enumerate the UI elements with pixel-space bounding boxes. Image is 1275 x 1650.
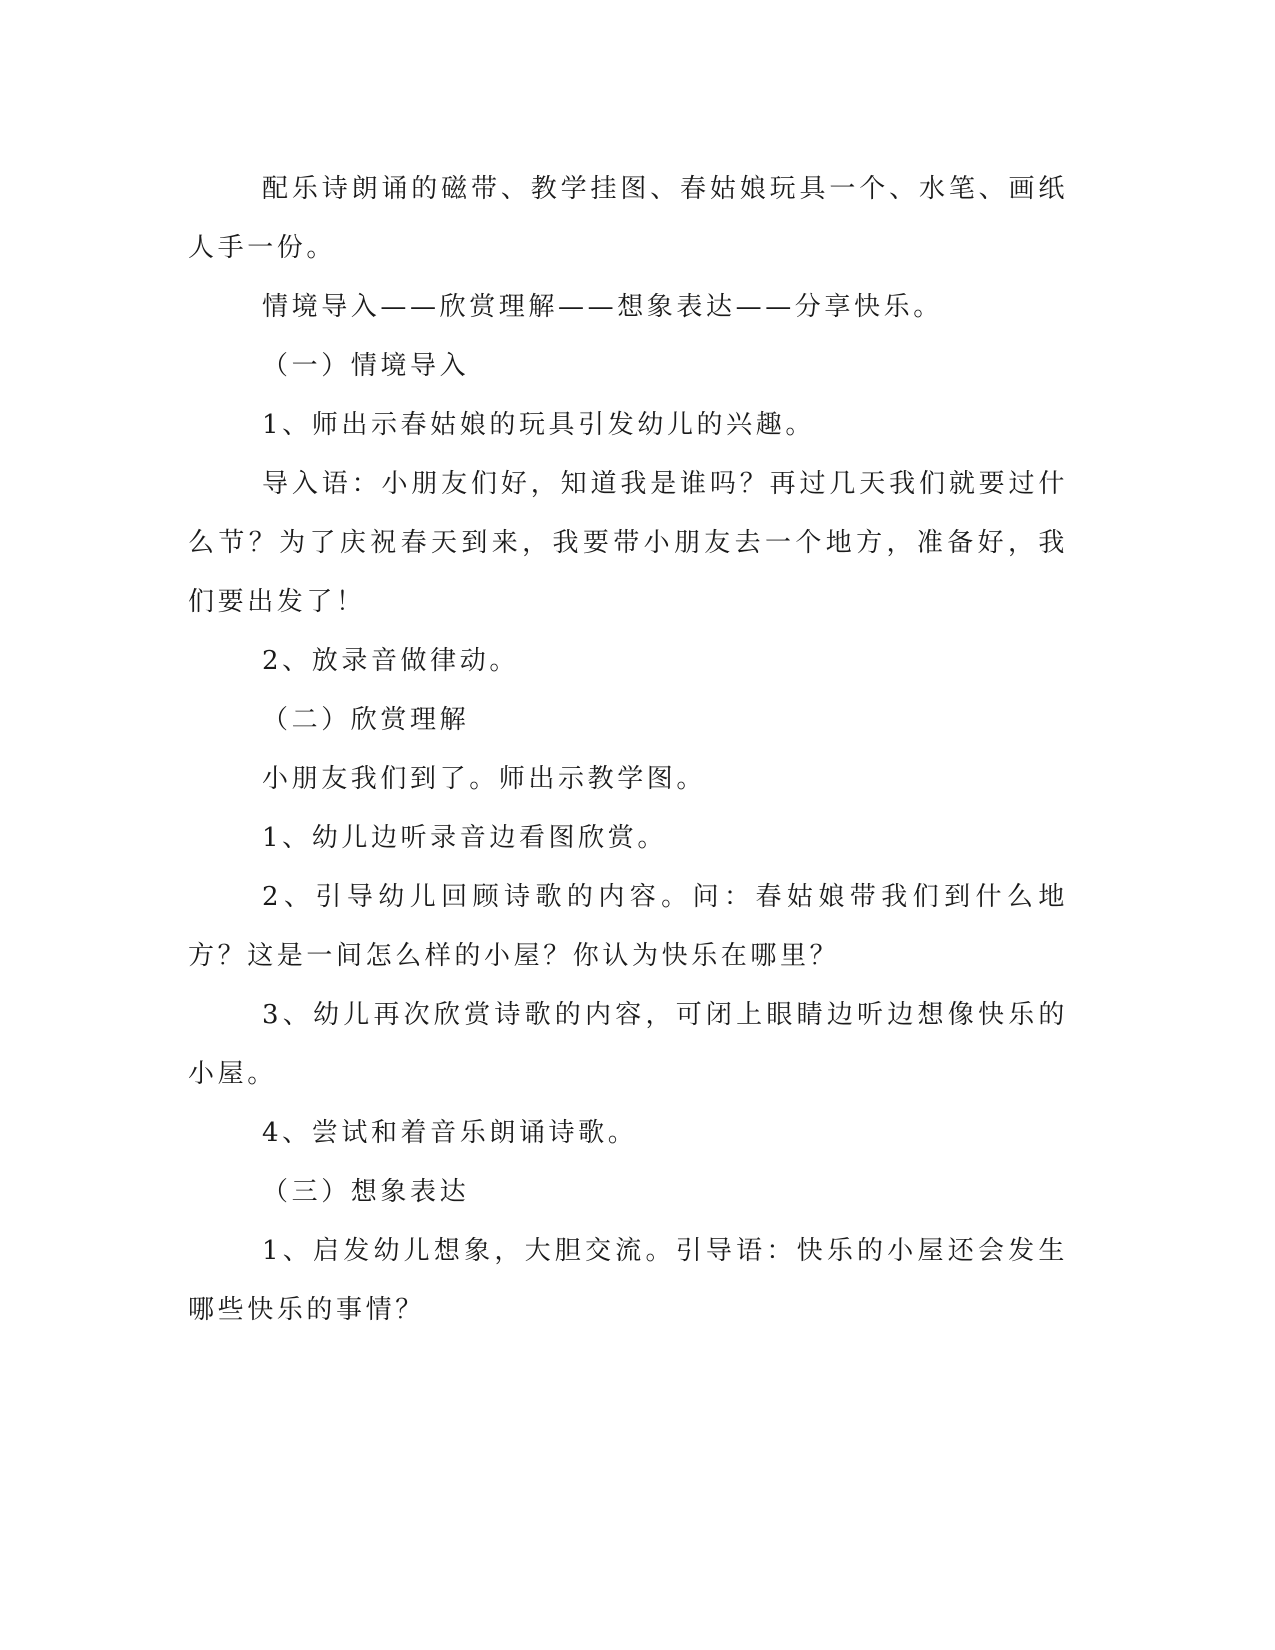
section-heading-2: （二）欣赏理解	[262, 705, 470, 735]
intro-speech-paragraph: 导入语：小朋友们好，知道我是谁吗？再过几天我们就要过什么节？为了庆祝春天到来，我要带小朋友去一个地方，准备好，我们要出发了！	[188, 469, 1068, 617]
step-paragraph: 3、幼儿再次欣赏诗歌的内容，可闭上眼睛边听边想像快乐的小屋。	[188, 1000, 1068, 1089]
document-body	[188, 160, 1068, 1340]
body-paragraph: 小朋友我们到了。师出示教学图。	[262, 764, 707, 794]
section-heading-1: （一）情境导入	[262, 351, 470, 381]
process-outline-paragraph: 情境导入——欣赏理解——想象表达——分享快乐。	[262, 292, 943, 322]
step-paragraph: 4、尝试和着音乐朗诵诗歌。	[262, 1118, 638, 1148]
section-heading-3: （三）想象表达	[262, 1177, 470, 1207]
step-paragraph: 1、幼儿边听录音边看图欣赏。	[262, 823, 667, 853]
step-paragraph: 1、启发幼儿想象，大胆交流。引导语：快乐的小屋还会发生哪些快乐的事情？	[188, 1236, 1068, 1325]
step-paragraph: 2、引导幼儿回顾诗歌的内容。问：春姑娘带我们到什么地方？这是一间怎么样的小屋？你认为快乐在哪里？	[188, 882, 1068, 971]
step-paragraph: 1、师出示春姑娘的玩具引发幼儿的兴趣。	[262, 410, 815, 440]
step-paragraph: 2、放录音做律动。	[262, 646, 519, 676]
materials-paragraph: 配乐诗朗诵的磁带、教学挂图、春姑娘玩具一个、水笔、画纸人手一份。	[188, 174, 1068, 263]
